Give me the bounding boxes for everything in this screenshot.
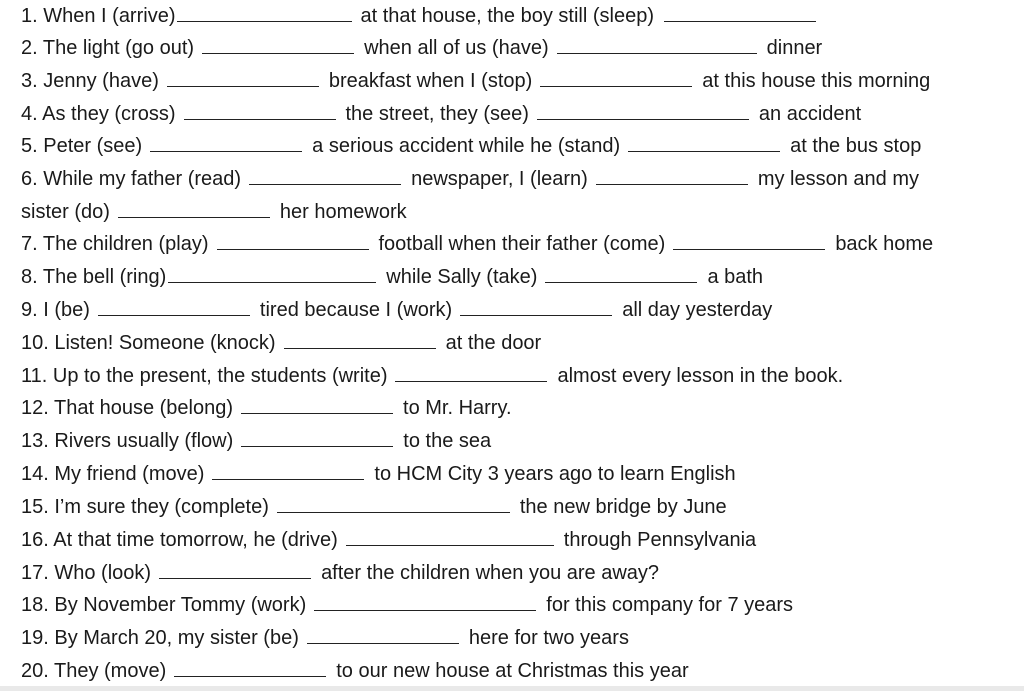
line-text: my lesson and my bbox=[757, 168, 920, 190]
line-text: 7. The children (play) bbox=[21, 233, 209, 255]
line-text: all day yesterday bbox=[622, 299, 773, 321]
line-text: dinner bbox=[766, 37, 823, 59]
answer-blank[interactable] bbox=[159, 560, 311, 579]
line-text: 13. Rivers usually (flow) bbox=[21, 430, 234, 452]
answer-blank[interactable] bbox=[628, 133, 780, 152]
line-text: at that house, the boy still (sleep) bbox=[360, 5, 654, 27]
line-text: a bath bbox=[707, 266, 764, 288]
exercise-line-13 bbox=[21, 425, 491, 458]
line-text: newspaper, I (learn) bbox=[411, 168, 588, 190]
exercise-line-12 bbox=[21, 392, 512, 425]
exercise-line-17 bbox=[21, 557, 659, 590]
answer-blank[interactable] bbox=[284, 330, 436, 349]
exercise-line-11 bbox=[21, 360, 843, 393]
answer-blank[interactable] bbox=[557, 35, 757, 54]
answer-blank[interactable] bbox=[537, 101, 749, 120]
line-text: 15. I’m sure they (complete) bbox=[21, 496, 269, 518]
line-text: 12. That house (belong) bbox=[21, 397, 234, 419]
answer-blank[interactable] bbox=[277, 494, 510, 513]
line-text: at the door bbox=[445, 332, 542, 354]
exercise-line-19 bbox=[21, 622, 629, 655]
line-text: 3. Jenny (have) bbox=[21, 70, 159, 92]
answer-blank[interactable] bbox=[346, 527, 554, 546]
answer-blank[interactable] bbox=[174, 658, 326, 677]
page-bottom-edge bbox=[0, 686, 1024, 691]
answer-blank[interactable] bbox=[249, 166, 401, 185]
answer-blank[interactable] bbox=[596, 166, 748, 185]
exercise-line-5 bbox=[21, 130, 921, 163]
line-text: 9. I (be) bbox=[21, 299, 90, 321]
exercise-line-9 bbox=[21, 294, 772, 327]
answer-blank[interactable] bbox=[673, 231, 825, 250]
line-text: the street, they (see) bbox=[345, 103, 529, 125]
line-text: after the children when you are away? bbox=[321, 562, 660, 584]
exercise-line-14 bbox=[21, 458, 736, 491]
line-text: at the bus stop bbox=[790, 135, 922, 157]
line-text: 20. They (move) bbox=[21, 660, 167, 682]
answer-blank[interactable] bbox=[167, 68, 319, 87]
line-text: 10. Listen! Someone (knock) bbox=[21, 332, 276, 354]
exercise-line-16 bbox=[21, 524, 756, 557]
line-text: tired because I (work) bbox=[259, 299, 453, 321]
line-text: 14. My friend (move) bbox=[21, 463, 205, 485]
exercise-line-10 bbox=[21, 327, 541, 360]
line-text: 4. As they (cross) bbox=[21, 103, 176, 125]
answer-blank[interactable] bbox=[168, 264, 376, 283]
line-text: almost every lesson in the book. bbox=[557, 365, 844, 387]
answer-blank[interactable] bbox=[395, 363, 547, 382]
line-text: to our new house at Christmas this year bbox=[336, 660, 689, 682]
line-text: 18. By November Tommy (work) bbox=[21, 594, 307, 616]
exercise-line-15 bbox=[21, 491, 727, 524]
answer-blank[interactable] bbox=[217, 231, 369, 250]
line-text: a serious accident while he (stand) bbox=[312, 135, 621, 157]
answer-blank[interactable] bbox=[177, 3, 352, 22]
exercise-line-6-continued bbox=[21, 196, 407, 229]
answer-blank[interactable] bbox=[212, 461, 364, 480]
exercise-line-7 bbox=[21, 228, 933, 261]
line-text: here for two years bbox=[468, 627, 629, 649]
line-text: breakfast when I (stop) bbox=[328, 70, 533, 92]
answer-blank[interactable] bbox=[150, 133, 302, 152]
exercise-line-20 bbox=[21, 655, 689, 688]
line-text: her homework bbox=[279, 201, 407, 223]
line-text: through Pennsylvania bbox=[563, 529, 757, 551]
answer-blank[interactable] bbox=[241, 428, 393, 447]
answer-blank[interactable] bbox=[540, 68, 692, 87]
exercise-line-8 bbox=[21, 261, 763, 294]
line-text: 2. The light (go out) bbox=[21, 37, 195, 59]
line-text: 16. At that time tomorrow, he (drive) bbox=[21, 529, 338, 551]
line-text: to the sea bbox=[403, 430, 492, 452]
line-text: football when their father (come) bbox=[378, 233, 666, 255]
answer-blank[interactable] bbox=[314, 592, 536, 611]
answer-blank[interactable] bbox=[184, 101, 336, 120]
line-text: to Mr. Harry. bbox=[403, 397, 512, 419]
answer-blank[interactable] bbox=[460, 297, 612, 316]
answer-blank[interactable] bbox=[98, 297, 250, 316]
line-text: 6. While my father (read) bbox=[21, 168, 242, 190]
line-text: the new bridge by June bbox=[519, 496, 727, 518]
line-text: 17. Who (look) bbox=[21, 562, 152, 584]
answer-blank[interactable] bbox=[307, 625, 459, 644]
answer-blank[interactable] bbox=[664, 3, 816, 22]
exercise-line-18 bbox=[21, 589, 793, 622]
exercise-line-3 bbox=[21, 65, 930, 98]
exercise-line-4 bbox=[21, 98, 861, 131]
line-text: 5. Peter (see) bbox=[21, 135, 143, 157]
line-text: 19. By March 20, my sister (be) bbox=[21, 627, 299, 649]
line-text: 1. When I (arrive) bbox=[21, 5, 176, 27]
exercise-line-2 bbox=[21, 32, 822, 65]
answer-blank[interactable] bbox=[118, 199, 270, 218]
line-text: 8. The bell (ring) bbox=[21, 266, 167, 288]
exercise-line-1 bbox=[21, 0, 816, 33]
line-text: for this company for 7 years bbox=[546, 594, 794, 616]
line-text: an accident bbox=[758, 103, 862, 125]
line-text: when all of us (have) bbox=[364, 37, 549, 59]
answer-blank[interactable] bbox=[545, 264, 697, 283]
answer-blank[interactable] bbox=[202, 35, 354, 54]
line-text: to HCM City 3 years ago to learn English bbox=[374, 463, 736, 485]
line-text: 11. Up to the present, the students (write) bbox=[21, 365, 388, 387]
line-text: at this house this morning bbox=[702, 70, 931, 92]
exercise-line-6 bbox=[21, 163, 919, 196]
line-text: back home bbox=[835, 233, 934, 255]
line-text: while Sally (take) bbox=[386, 266, 538, 288]
line-text: sister (do) bbox=[21, 201, 110, 223]
answer-blank[interactable] bbox=[241, 395, 393, 414]
